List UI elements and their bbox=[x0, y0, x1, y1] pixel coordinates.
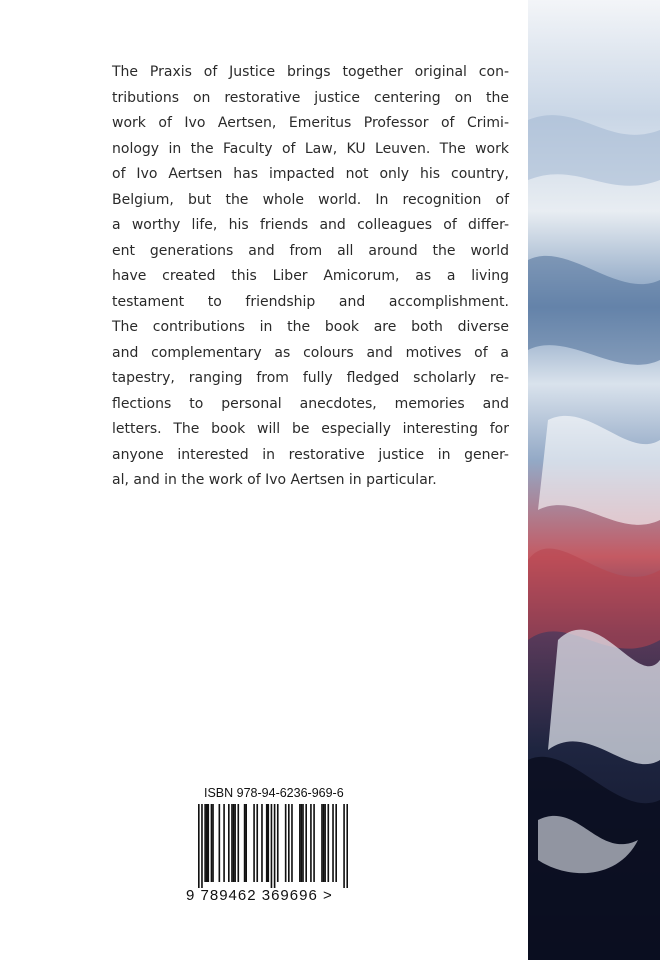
barcode-bar bbox=[327, 804, 329, 882]
blurb-line: of Ivo Aertsen has impacted not only his country, bbox=[112, 166, 509, 182]
barcode-bar bbox=[237, 804, 239, 882]
barcode-bar bbox=[343, 804, 345, 888]
blurb-line: a worthy life, his friends and colleagues of differ- bbox=[112, 217, 509, 233]
isbn-barcode-block bbox=[186, 786, 356, 910]
barcode-bar bbox=[267, 804, 269, 882]
barcode-bar bbox=[346, 804, 348, 888]
blurb-line: testament to friendship and accomplishment. bbox=[112, 293, 509, 310]
barcode-bar bbox=[212, 804, 214, 882]
cover-painting-strip bbox=[528, 0, 660, 960]
blurb-line: flections to personal anecdotes, memories and bbox=[112, 395, 509, 412]
barcode-bar bbox=[204, 804, 206, 882]
blurb-line: and complementary as colours and motives of a bbox=[112, 344, 509, 361]
barcode-bar bbox=[256, 804, 258, 882]
barcode-bar bbox=[310, 804, 312, 882]
barcode-bar bbox=[244, 804, 246, 882]
barcode-bar bbox=[288, 804, 290, 882]
barcode-bar bbox=[201, 804, 203, 888]
barcode-bar bbox=[313, 804, 315, 882]
barcode-bar bbox=[206, 804, 208, 882]
back-cover-blurb bbox=[112, 60, 509, 494]
barcode-bar bbox=[198, 804, 200, 888]
barcode-bar bbox=[245, 804, 247, 882]
barcode-bar bbox=[228, 804, 230, 882]
blurb-line: nology in the Faculty of Law, KU Leuven. The work bbox=[112, 140, 509, 157]
barcode-bar bbox=[253, 804, 255, 882]
barcode-bar bbox=[274, 804, 276, 888]
barcode-bar bbox=[332, 804, 334, 882]
barcode-bar bbox=[301, 804, 303, 882]
blurb-line: tapestry, ranging from fully fledged scholarly re- bbox=[112, 370, 509, 386]
blurb-line: letters. The book will be especially interesting for bbox=[112, 421, 509, 437]
blurb-line: Belgium, but the whole world. In recognition of bbox=[112, 191, 509, 208]
barcode-bar bbox=[231, 804, 233, 882]
barcode-bar bbox=[277, 804, 279, 882]
barcode-bar bbox=[285, 804, 287, 882]
barcode-bar bbox=[335, 804, 337, 882]
barcode-bar bbox=[271, 804, 273, 888]
blurb-line: ent generations and from all around the world bbox=[112, 242, 509, 259]
blurb-line: tributions on restorative justice centering on the bbox=[112, 89, 509, 106]
barcode-bar bbox=[233, 804, 235, 882]
barcode-bar bbox=[261, 804, 263, 882]
barcode-bar bbox=[302, 804, 304, 882]
barcode-bar bbox=[211, 804, 213, 882]
barcode-bar bbox=[321, 804, 323, 882]
barcode-bar bbox=[207, 804, 209, 882]
blurb-line: have created this Liber Amicorum, as a living bbox=[112, 268, 509, 284]
barcode-bar bbox=[219, 804, 221, 882]
barcode-bar bbox=[234, 804, 236, 882]
blurb-line: al, and in the work of Ivo Aertsen in particular. bbox=[112, 472, 437, 488]
barcode-bar bbox=[223, 804, 225, 882]
isbn-label: ISBN 978-94-6236-969-6 bbox=[204, 786, 344, 800]
barcode-bars bbox=[198, 804, 348, 888]
barcode-bar bbox=[291, 804, 293, 882]
blurb-line: anyone interested in restorative justice in gener- bbox=[112, 446, 509, 463]
barcode-digits: 9 789462 369696 > bbox=[186, 887, 333, 904]
barcode-bar bbox=[299, 804, 301, 882]
barcode-bar bbox=[324, 804, 326, 882]
barcode-bar bbox=[323, 804, 325, 882]
painting-artwork bbox=[528, 0, 660, 960]
barcode-bar bbox=[266, 804, 268, 882]
barcode-bar bbox=[305, 804, 307, 882]
blurb-line: The contributions in the book are both diverse bbox=[112, 319, 509, 335]
blurb-line: work of Ivo Aertsen, Emeritus Professor of Crimi- bbox=[112, 115, 509, 131]
blurb-line: The Praxis of Justice brings together original con- bbox=[112, 64, 509, 80]
